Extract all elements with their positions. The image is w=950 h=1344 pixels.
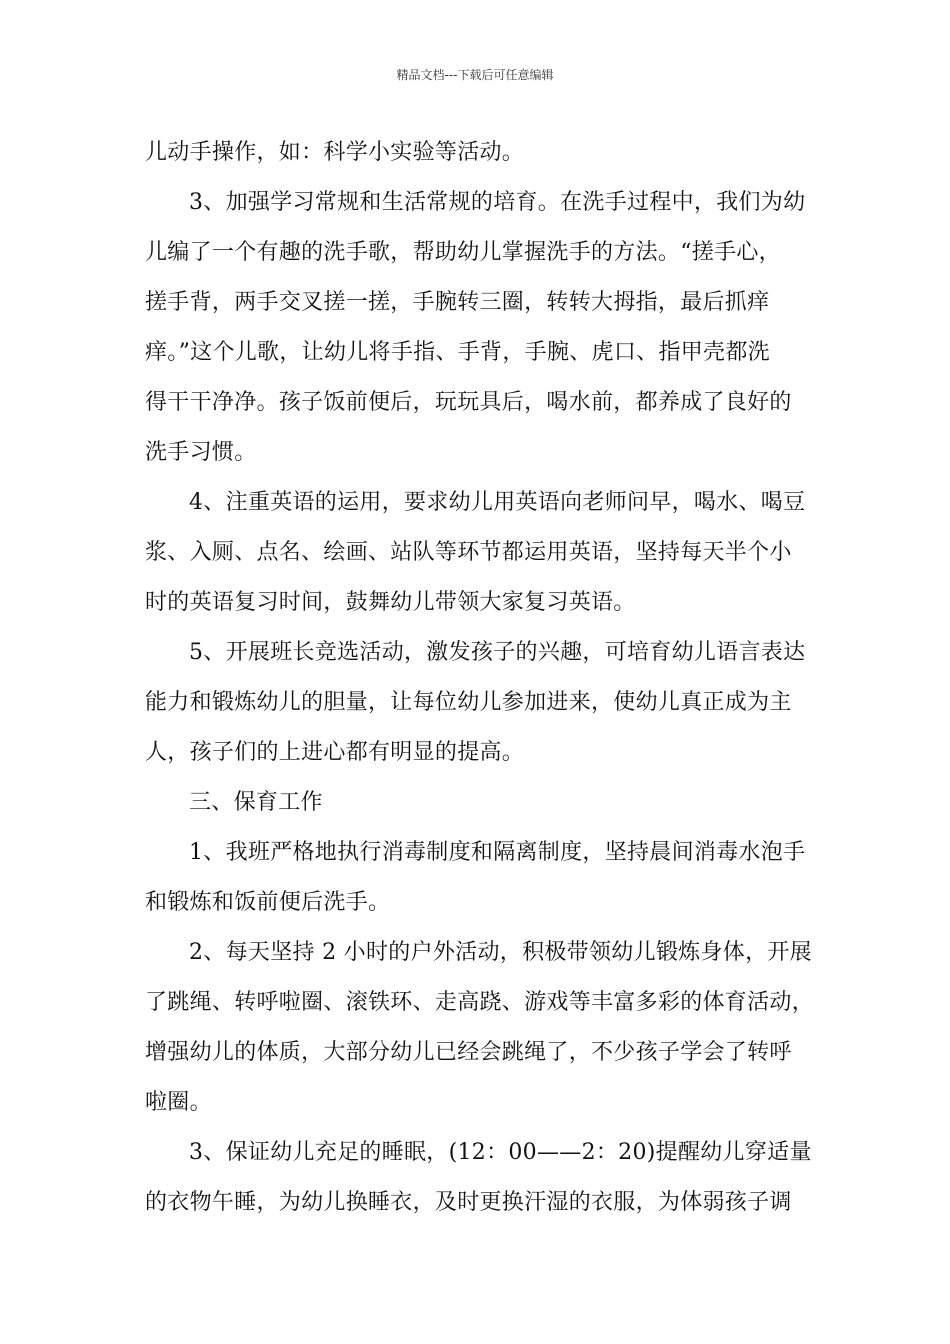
text-line: 时的英语复习时间，鼓舞幼儿带领大家复习英语。 — [145, 590, 636, 615]
text-line: 增强幼儿的体质，大部分幼儿已经会跳绳了，不少孩子学会了转呼 — [145, 1040, 792, 1065]
text-line: 5、开展班长竞选活动，激发孩子的兴趣，可培育幼儿语言表达 — [189, 640, 806, 665]
paragraph — [145, 1128, 810, 1228]
paragraph — [145, 828, 810, 928]
text-line: 儿动手操作，如：科学小实验等活动。 — [145, 140, 525, 165]
text-line: 得干干净净。孩子饭前便后，玩玩具后，喝水前，都养成了良好的 — [145, 390, 792, 415]
text-line: 1、我班严格地执行消毒制度和隔离制度，坚持晨间消毒水泡手 — [189, 840, 806, 865]
text-line: 2、每天坚持 2 小时的户外活动，积极带领幼儿锻炼身体，开展 — [189, 940, 812, 965]
text-line: 浆、入厕、点名、绘画、站队等环节都运用英语，坚持每天半个小 — [145, 540, 792, 565]
paragraph — [145, 128, 810, 178]
paragraph — [145, 178, 810, 478]
text-line: 能力和锻炼幼儿的胆量，让每位幼儿参加进来，使幼儿真正成为主 — [145, 690, 792, 715]
paragraph — [145, 478, 810, 628]
text-line: 和锻炼和饭前便后洗手。 — [145, 890, 391, 915]
text-line: 三、保育工作 — [189, 790, 323, 815]
paragraph — [145, 928, 815, 1128]
text-line: 3、保证幼儿充足的睡眠，(12：00——2：20)提醒幼儿穿适量 — [189, 1140, 812, 1165]
text-line: 儿编了一个有趣的洗手歌，帮助幼儿掌握洗手的方法。“搓手心， — [145, 240, 781, 265]
paragraph — [145, 778, 810, 828]
text-line: 的衣物午睡，为幼儿换睡衣，及时更换汗湿的衣服，为体弱孩子调 — [145, 1190, 792, 1215]
text-line: 4、注重英语的运用，要求幼儿用英语向老师问早，喝水、喝豆 — [189, 490, 806, 515]
text-line: 啦圈。 — [145, 1090, 212, 1115]
text-line: 了跳绳、转呼啦圈、滚铁环、走高跷、游戏等丰富多彩的体育活动， — [145, 990, 815, 1015]
paragraph — [145, 628, 810, 778]
text-line: 搓手背，两手交叉搓一搓，手腕转三圈，转转大拇指，最后抓痒 — [145, 290, 770, 315]
text-line: 3、加强学习常规和生活常规的培育。在洗手过程中，我们为幼 — [189, 190, 806, 215]
document-body — [145, 128, 815, 1228]
text-line: 洗手习惯。 — [145, 440, 257, 465]
text-line: 人，孩子们的上进心都有明显的提高。 — [145, 740, 525, 765]
text-line: 痒。”这个儿歌，让幼儿将手指、手背，手腕、虎口、指甲壳都洗 — [145, 340, 770, 365]
page-header: 精品文档---下载后可任意编辑 — [396, 68, 554, 82]
